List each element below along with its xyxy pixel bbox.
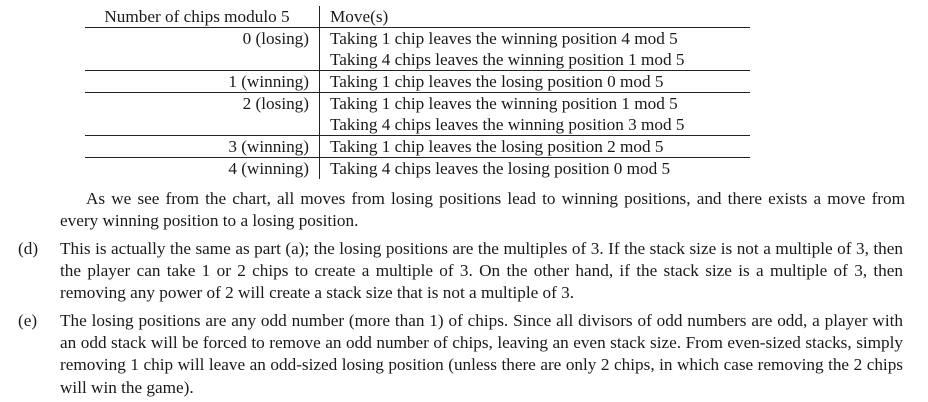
table-row	[85, 93, 750, 115]
table-row	[85, 158, 750, 180]
item-text: This is actually the same as part (a); the losing positions are the multiples of 3. If the stack size is not a multiple of 3, then the player can take 1 or 2 chips to create a multiple of 3. On the other hand, if the stack size is a multiple of 3, then removing any power of 2 will create a stack size that is not a multiple of 3.	[60, 239, 903, 303]
table-header-row	[85, 6, 750, 28]
header-chips-modulo: Number of chips modulo 5	[85, 6, 320, 28]
item-text: The losing positions are any odd number (more than 1) of chips. Since all divisors of odd numbers are odd, a player with an odd stack will be forced to remove an odd number of chips, leaving an even stack size. From even-sized stacks, simply removing 1 chip will leave an odd-sized losing position (unless there are only 2 chips, in which case removing the 2 chips will win the game).	[60, 311, 903, 397]
row-move: Taking 1 chip leaves the winning position 1 mod 5	[330, 94, 678, 113]
row-move: Taking 4 chips leaves the winning position 1 mod 5	[320, 49, 751, 71]
row-mod-label: 0 (losing)	[85, 28, 320, 50]
row-mod-label: 4 (winning)	[85, 158, 320, 180]
table-row	[85, 114, 750, 136]
table-row	[85, 28, 750, 50]
row-move: Taking 1 chip leaves the losing position 2 mod 5	[320, 136, 751, 158]
item-marker: (e)	[18, 311, 38, 330]
modulo-moves-table	[85, 6, 750, 179]
row-mod-label: 2 (losing)	[85, 93, 320, 115]
table-row	[85, 49, 750, 71]
item-marker: (d)	[18, 239, 39, 258]
row-move: Taking 1 chip leaves the losing position 0 mod 5	[320, 71, 751, 93]
header-moves: Move(s)	[320, 6, 751, 28]
intro-paragraph: As we see from the chart, all moves from losing positions lead to winning positions, and there exists a move from every winning position to a losing position.	[60, 189, 905, 231]
row-move: Taking 4 chips leaves the winning position 3 mod 5	[320, 114, 751, 136]
row-move: Taking 4 chips leaves the losing position 0 mod 5	[330, 159, 671, 178]
row-mod-label: 1 (winning)	[85, 71, 320, 93]
row-mod-label: 3 (winning)	[85, 136, 320, 158]
table-row	[85, 71, 750, 93]
table-row	[85, 136, 750, 158]
row-move: Taking 1 chip leaves the winning position 4 mod 5	[330, 29, 678, 48]
